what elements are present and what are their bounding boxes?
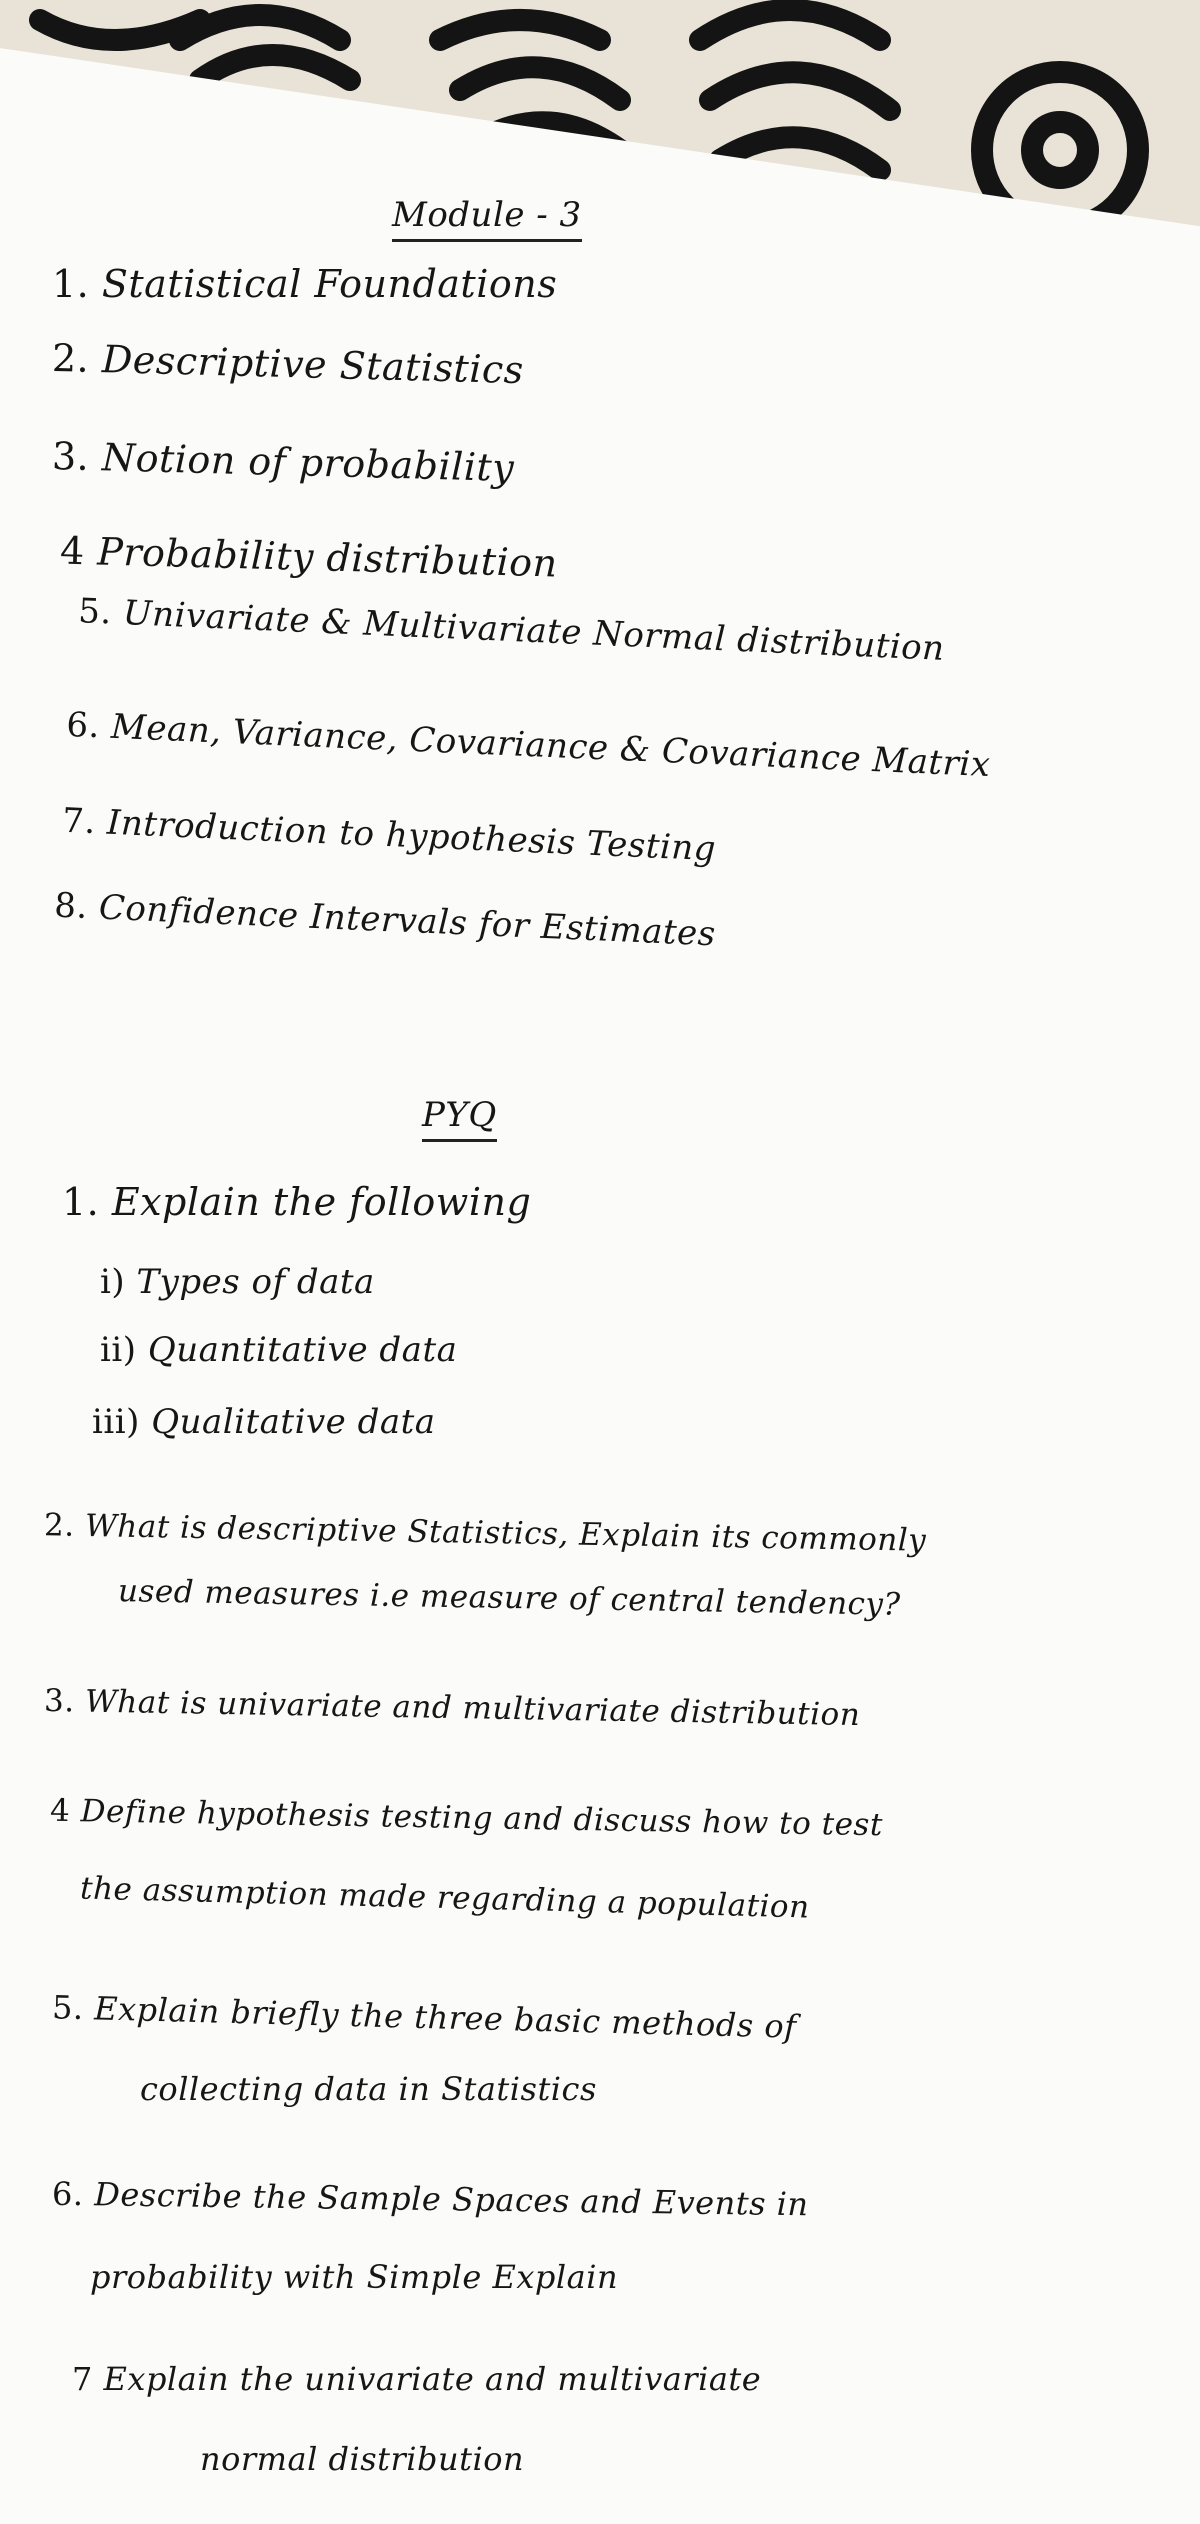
topic-text: Descriptive Statistics (101, 337, 525, 393)
topic-text: Notion of probability (101, 435, 515, 491)
question-text: Explain the following (111, 1180, 532, 1224)
question-text: Describe the Sample Spaces and Events in (93, 2175, 809, 2224)
question-6-line-2: probability with Simple Explain (90, 2258, 619, 2296)
topic-number: 1. (52, 262, 90, 306)
question-number: 7 (72, 2360, 93, 2398)
sub-text: Quantitative data (147, 1330, 458, 1370)
module-title: Module - 3 (392, 195, 582, 242)
topic-number: 8. (53, 885, 89, 928)
question-number: 4 (49, 1792, 71, 1830)
question-1-sub-2 (100, 1330, 457, 1370)
question-text: What is univariate and multivariate distribution (84, 1683, 861, 1734)
question-7-line-1 (72, 2360, 761, 2398)
question-text: Explain briefly the three basic methods of (93, 1989, 797, 2046)
topic-text: Introduction to hypothesis Testing (106, 802, 717, 870)
question-7-line-2: normal distribution (200, 2440, 525, 2478)
question-number: 6. (51, 2174, 84, 2214)
question-number: 3. (43, 1682, 75, 1720)
topic-text: Mean, Variance, Covariance & Covariance Matrix (110, 706, 992, 786)
question-1-sub-3 (92, 1402, 436, 1442)
sub-number: iii) (92, 1402, 140, 1442)
question-1 (62, 1180, 531, 1224)
topic-number: 3. (51, 433, 90, 479)
sub-number: ii) (100, 1330, 137, 1370)
topic-text: Probability distribution (96, 529, 559, 586)
question-text: Define hypothesis testing and discuss how to test (80, 1793, 884, 1844)
topic-text: Statistical Foundations (101, 262, 558, 306)
topic-number: 6. (65, 704, 101, 747)
question-number: 1. (62, 1180, 100, 1224)
question-4-line-2: the assumption made regarding a population (79, 1870, 811, 1926)
sub-text: Qualitative data (151, 1402, 436, 1442)
question-number: 2. (43, 1507, 75, 1544)
topic-1 (52, 262, 557, 306)
sub-text: Types of data (136, 1262, 375, 1302)
question-2-line-2: used measures i.e measure of central tendency? (117, 1573, 901, 1623)
pyq-title: PYQ (422, 1095, 497, 1142)
question-number: 5. (51, 1988, 85, 2028)
sub-number: i) (100, 1262, 126, 1302)
topic-text: Confidence Intervals for Estimates (98, 887, 717, 955)
topic-number: 7. (61, 800, 97, 843)
topic-number: 5. (77, 591, 113, 633)
question-1-sub-1 (100, 1262, 375, 1302)
question-5-line-2: collecting data in Statistics (140, 2070, 597, 2108)
question-text: Explain the univariate and multivariate (103, 2360, 762, 2398)
topic-text: Univariate & Multivariate Normal distribution (122, 593, 946, 669)
topic-number: 2. (51, 335, 90, 381)
question-text: What is descriptive Statistics, Explain its commonly (84, 1508, 927, 1559)
topic-number: 4 (59, 528, 86, 574)
